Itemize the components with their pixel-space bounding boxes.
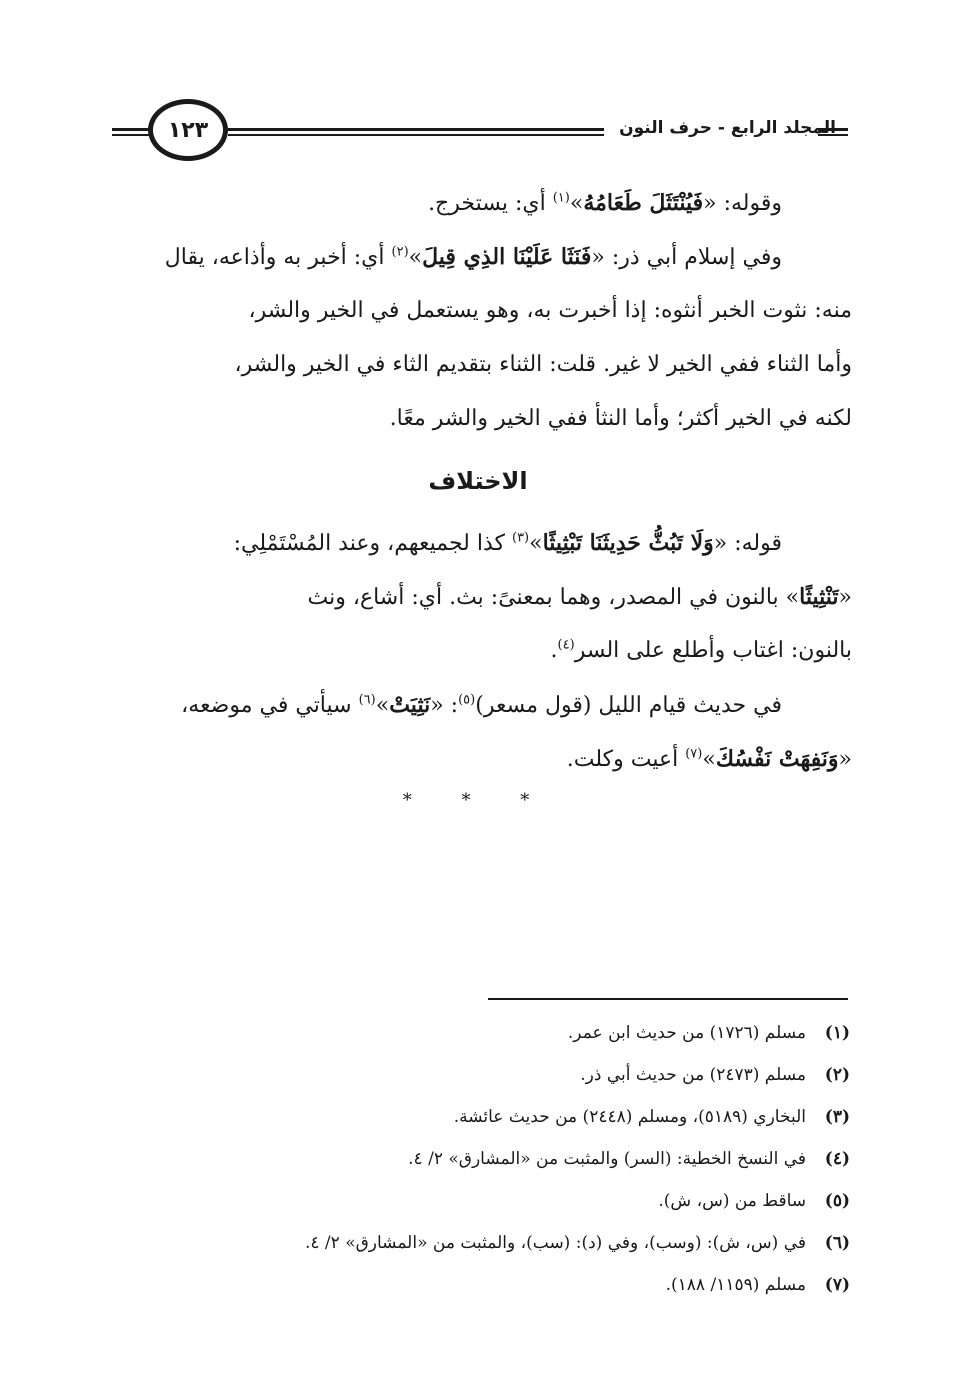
footnote-text: في النسخ الخطية: (السر) والمثبت من «المشارق» ٢/ ٤. xyxy=(408,1149,806,1169)
section-separator: * * * xyxy=(402,790,552,811)
footnote-number: (٣) xyxy=(824,1107,850,1127)
footnote-item xyxy=(120,1012,850,1054)
footnote-item xyxy=(120,1222,850,1264)
footnote-item xyxy=(120,1138,850,1180)
footnote-text: ساقط من (س، ش). xyxy=(658,1191,806,1211)
main-text xyxy=(104,176,852,786)
footnote-number: (١) xyxy=(824,1023,850,1043)
paragraph-line: وقوله: «فَيُنْتَثَلَ طَعَامُهُ»$^{(١)}$ أي: يستخرج. xyxy=(428,190,782,216)
footnote-item xyxy=(120,1180,850,1222)
footnote-ref: (٢) xyxy=(391,244,409,260)
paragraph-line: «وَنَفِهَتْ نَفْسُكَ»$^{(٧)}$ أعيت وكلت. xyxy=(566,746,852,772)
footnote-item xyxy=(120,1054,850,1096)
footnote-number: (٦) xyxy=(824,1233,850,1253)
footnote-ref: (٣) xyxy=(511,530,530,546)
footnote-ref: (٤) xyxy=(557,637,575,653)
quoted-word: نَثِيَتْ xyxy=(389,692,431,718)
footnote-text: مسلم (١١٥٩/ ١٨٨). xyxy=(665,1275,806,1295)
footnote-number: (٧) xyxy=(824,1275,850,1295)
paragraph-line: منه: نثوت الخبر أنثوه: إذا أخبرت به، وهو يستعمل في الخير والشر، xyxy=(248,298,852,323)
footnote-text: مسلم (١٧٢٦) من حديث ابن عمر. xyxy=(567,1023,806,1043)
footnote-number: (٥) xyxy=(824,1191,850,1211)
footnote-item xyxy=(120,1096,850,1138)
paragraph-line: في حديث قيام الليل (قول مسعر)$^{(٥)}$: «نَثِيَتْ»$^{(٦)}$ سيأتي في موضعه، xyxy=(181,692,782,718)
quoted-word: فَنَثَا عَلَيْنَا الذِي قِيلَ xyxy=(422,244,592,270)
footnote-ref: (٧) xyxy=(685,746,703,762)
paragraph-line: بالنون: اغتاب وأطلع على السر$^{(٤)}$. xyxy=(550,637,852,663)
footnote-number: (٢) xyxy=(824,1065,850,1085)
footnote-text: مسلم (٢٤٧٣) من حديث أبي ذر. xyxy=(580,1065,806,1085)
footnote-ref: (٥) xyxy=(458,692,476,708)
paragraph-line: قوله: «وَلَا تَبُثُّ حَدِيثَنَا تَبْثِيثًا»$^{(٣)}$ كذا لجميعهم، وعند المُسْتَمْلِي: xyxy=(233,530,782,556)
footnote-text: في (س، ش): (وسب)، وفي (د): (سب)، والمثبت من «المشارق» ٢/ ٤. xyxy=(304,1233,806,1253)
paragraph-line: وأما الثناء ففي الخير لا غير. قلت: الثناء بتقديم الثاء في الخير والشر، xyxy=(234,352,852,377)
footnotes xyxy=(120,1012,850,1306)
quoted-word: تَنْثِيثًا xyxy=(799,584,839,610)
running-header: المجلد الرابع - حرف النون xyxy=(619,118,836,138)
footnote-number: (٤) xyxy=(824,1149,850,1169)
page-number-badge xyxy=(148,99,228,161)
footnote-ref: (١) xyxy=(552,190,570,206)
paragraph-line: وفي إسلام أبي ذر: «فَنَثَا عَلَيْنَا الذِي قِيلَ»$^{(٢)}$ أي: أخبر به وأذاعه، يقال xyxy=(164,244,782,270)
footnote-rule xyxy=(488,998,848,1000)
paragraph-line: لكنه في الخير أكثر؛ وأما النثأ ففي الخير والشر معًا. xyxy=(389,406,852,431)
page-number: ١٢٣ xyxy=(167,117,209,143)
footnote-text: البخاري (٥١٨٩)، ومسلم (٢٤٤٨) من حديث عائشة. xyxy=(453,1107,806,1127)
paragraph-line: «تَنْثِيثًا» بالنون في المصدر، وهما بمعنىً: بث. أي: أشاع، ونث xyxy=(307,584,852,610)
quoted-word: فَيُنْتَثَلَ طَعَامُهُ xyxy=(583,190,704,216)
footnote-item xyxy=(120,1264,850,1306)
quoted-word: وَلَا تَبُثُّ حَدِيثَنَا تَبْثِيثًا xyxy=(542,530,714,556)
section-heading: الاختلاف xyxy=(428,467,528,495)
footnote-ref: (٦) xyxy=(358,692,376,708)
quoted-word: وَنَفِهَتْ نَفْسُكَ xyxy=(715,746,839,772)
